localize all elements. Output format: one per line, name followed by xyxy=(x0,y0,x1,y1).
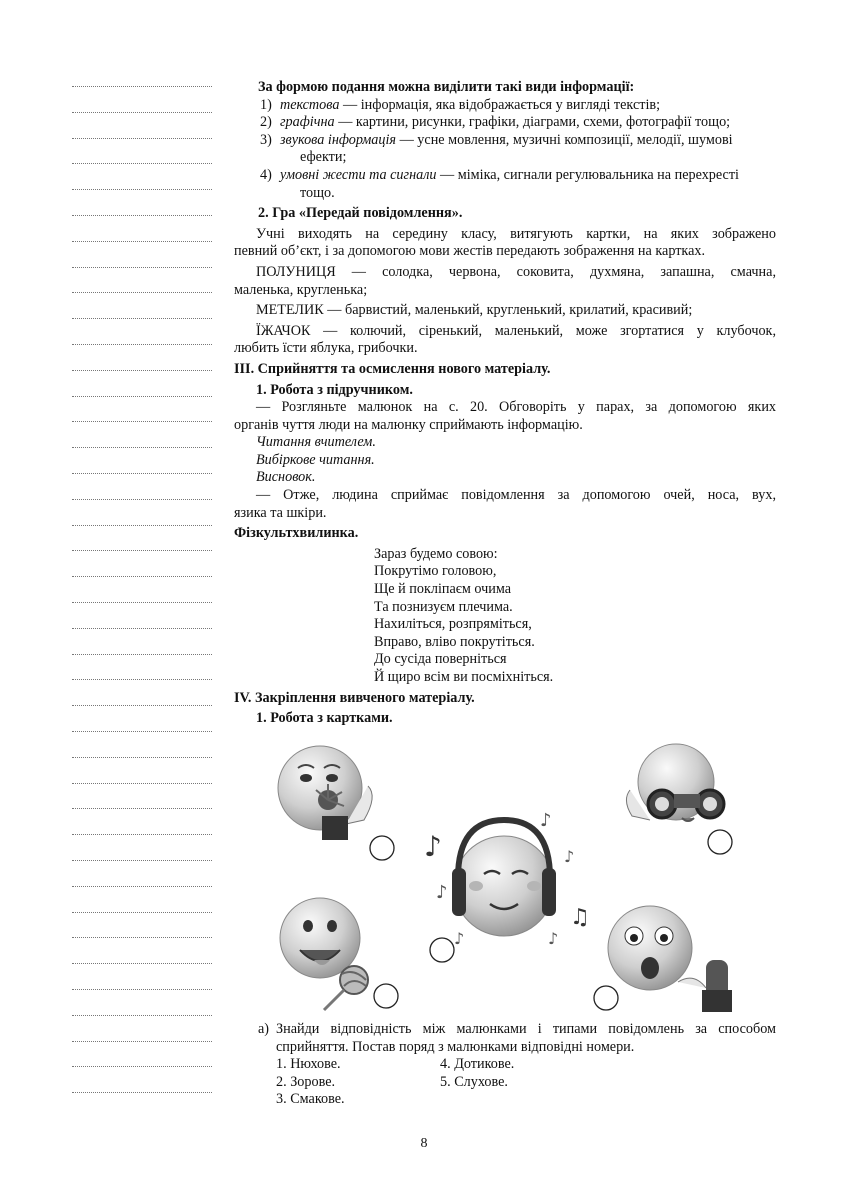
type-item-4: 4) умовні жести та сигнали — міміка, сигнали регулювальника на перехресті тощо. xyxy=(260,166,739,201)
margin-dotted-line xyxy=(72,602,212,603)
option-touch: 4. Дотикове. xyxy=(440,1056,515,1073)
margin-dotted-line xyxy=(72,808,212,809)
matching-task: а) Знайди відповідність між малюнками і типами повідомлень за способом сприйняття. Постав поряд з малюнками відповідні номери. 1. Нюхове. 4. Дотикове. 2. Зорове. 5. Слухове. 3. Смакове. xyxy=(258,1021,776,1108)
margin-dotted-line xyxy=(72,654,212,655)
margin-dotted-line xyxy=(72,215,212,216)
type-item-2: 2) графічна — картини, рисунки, графіки, діаграми, схеми, фотографії тощо; xyxy=(260,114,731,131)
margin-dotted-line xyxy=(72,834,212,835)
answer-circle[interactable] xyxy=(430,938,454,962)
margin-dotted-line xyxy=(72,112,212,113)
option-sight: 2. Зорове. xyxy=(276,1073,336,1090)
textbook-heading: 1. Робота з підручником. xyxy=(256,381,413,398)
option-hearing: 5. Слухове. xyxy=(440,1073,508,1090)
margin-dotted-line xyxy=(72,344,212,345)
svg-text:♫: ♫ xyxy=(570,905,590,930)
conclusion-label: Висновок. xyxy=(256,469,316,486)
svg-text:♪: ♪ xyxy=(436,882,448,903)
reading-teacher: Читання вчителем. xyxy=(256,434,376,451)
options-row-1 xyxy=(276,1056,776,1074)
margin-dotted-line xyxy=(72,138,212,139)
fizkult-heading: Фізкультхвилинка. xyxy=(234,525,359,542)
task-marker: а) xyxy=(258,1021,270,1037)
margin-dotted-line xyxy=(72,963,212,964)
margin-dotted-line xyxy=(72,628,212,629)
margin-dotted-line xyxy=(72,550,212,551)
options-row-2 xyxy=(276,1074,776,1092)
conclusion-text: — Отже, людина сприймає повідомлення за допомогою очей, носа, вух, xyxy=(256,487,776,504)
poem-line: Та познизуєм плечима. xyxy=(374,598,513,615)
poem-line: Вправо, вліво покрутіться. xyxy=(374,633,535,650)
type-term: текстова xyxy=(280,96,340,113)
margin-dotted-line xyxy=(72,318,212,319)
margin-dotted-line xyxy=(72,447,212,448)
cards-heading: 1. Робота з картками. xyxy=(256,710,393,727)
margin-dotted-line xyxy=(72,757,212,758)
margin-dotted-line xyxy=(72,396,212,397)
intro-heading: За формою подання можна виділити такі види інформації: xyxy=(258,79,635,95)
margin-dotted-line xyxy=(72,1015,212,1016)
section-4-heading: IV. Закріплення вивченого матеріалу. xyxy=(234,689,475,706)
poem-line: Й щиро всім ви посміхніться. xyxy=(374,669,554,685)
option-smell: 1. Нюхове. xyxy=(276,1056,341,1073)
game-paragraph-1: Учні виходять на середину класу, витягують картки, на яких зображено xyxy=(256,225,776,242)
margin-dotted-line xyxy=(72,86,212,87)
hearing-emoji-icon xyxy=(424,810,590,948)
poem-line: До сусіда поверніться xyxy=(374,651,507,668)
poem-line: Нахиліться, розпряміться, xyxy=(374,616,532,633)
svg-text:♪: ♪ xyxy=(548,929,559,948)
margin-dotted-line xyxy=(72,1041,212,1042)
margin-dotted-line xyxy=(72,163,212,164)
options-row-3 xyxy=(276,1091,776,1109)
selective-reading: Вибіркове читання. xyxy=(256,451,375,468)
answer-circle[interactable] xyxy=(370,836,394,860)
type-item-3: 3) звукова інформація — усне мовлення, музичні композиції, мелодії, шумові ефекти; xyxy=(260,131,733,166)
type-term: умовні жести та сигнали xyxy=(280,166,437,183)
task-instruction: Знайди відповідність між малюнками і типами повідомлень за способом xyxy=(276,1021,776,1037)
margin-dotted-line xyxy=(72,937,212,938)
margin-dotted-line xyxy=(72,189,212,190)
answer-circle[interactable] xyxy=(708,830,732,854)
margin-dotted-line xyxy=(72,267,212,268)
margin-dotted-line xyxy=(72,241,212,242)
option-taste: 3. Смакове. xyxy=(276,1091,345,1108)
poem-line: Зараз будемо совою: xyxy=(374,545,498,562)
svg-text:♪: ♪ xyxy=(540,810,552,831)
section-3-heading: ІІІ. Сприйняття та осмислення нового матеріалу. xyxy=(234,360,551,377)
margin-dotted-line xyxy=(72,989,212,990)
margin-dotted-line xyxy=(72,886,212,887)
game-paragraph-3: МЕТЕЛИК — барвистий, маленький, кругленький, крилатий, красивий; xyxy=(256,302,693,319)
taste-emoji-icon xyxy=(280,898,368,1010)
game-paragraph-2: ПОЛУНИЦЯ — солодка, червона, соковита, духмяна, запашна, смачна, xyxy=(256,263,776,280)
touch-emoji-icon xyxy=(608,906,732,1012)
svg-text:♪: ♪ xyxy=(424,830,442,863)
margin-dotted-line xyxy=(72,1066,212,1067)
senses-emoji-illustration xyxy=(258,738,778,1028)
margin-dotted-line xyxy=(72,525,212,526)
margin-dotted-line xyxy=(72,705,212,706)
margin-dotted-line xyxy=(72,860,212,861)
type-term: графічна xyxy=(280,114,335,131)
game-paragraph-4: ЇЖАЧОК — колючий, сіренький, маленький, може згортатися у клубочок, xyxy=(256,322,776,339)
svg-text:♪: ♪ xyxy=(564,847,575,866)
type-item-1: 1) текстова — інформація, яка відображається у вигляді текстів; xyxy=(260,96,661,113)
smell-emoji-icon xyxy=(278,746,372,840)
svg-text:♪: ♪ xyxy=(454,929,465,948)
type-term: звукова інформація xyxy=(280,131,397,148)
textbook-instruction: — Розгляньте малюнок на с. 20. Обговоріть у парах, за допомогою яких xyxy=(256,399,776,416)
margin-dotted-line xyxy=(72,292,212,293)
answer-circle[interactable] xyxy=(594,986,618,1010)
margin-dotted-line xyxy=(72,1092,212,1093)
answer-circle[interactable] xyxy=(374,984,398,1008)
poem xyxy=(234,546,776,687)
poem-line: Ще й покліпаєм очима xyxy=(374,581,512,598)
margin-dotted-line xyxy=(72,421,212,422)
margin-dotted-line xyxy=(72,679,212,680)
page-number: 8 xyxy=(420,1136,428,1151)
game-heading: 2. Гра «Передай повідомлення». xyxy=(258,205,463,222)
margin-dotted-line xyxy=(72,499,212,500)
margin-dotted-line xyxy=(72,731,212,732)
margin-dotted-line xyxy=(72,473,212,474)
sight-emoji-icon xyxy=(626,744,724,821)
margin-dotted-line xyxy=(72,912,212,913)
margin-dotted-line xyxy=(72,783,212,784)
margin-dotted-line xyxy=(72,576,212,577)
lesson-content: За формою подання можна виділити такі види інформації: 1) текстова — інформація, яка відображається у вигляді текстів; 2) графічна — картини, рисунки, графіки, діаграми, схеми, фотографії тощо; 3) звукова інформація — усне мовлення, музичні композиції, мелодії, шумові ефекти; 4) умовні жести та сигнали — міміка, сигнали регулювальника на перехресті тощо. 2. Гра «Передай повідомлення». Учні виходять на середину класу, витягують картки, на яких зображено певний об’єкт, і за допомогою мови жестів передають зображення на картках. ПОЛУНИЦЯ — солодка, червона, соковита, духмяна, запашна, смачна, маленька, кругленька; МЕТЕЛИК — барвистий, маленький, кругленький, крилатий, красивий; ЇЖАЧОК — колючий, сіренький, маленький, може згортатися у клубочок, любить їсти яблука, грибочки. ІІІ. Сприйняття та осмислення нового матеріалу. 1. Робота з підручником. — Розгляньте малюнок на с. 20. Обговоріть у парах, за допомогою яких органів чуття люди на малюнку сприймають інформацію. Читання вчителем. Вибіркове читання. Висновок. — Отже, людина сприймає повідомлення за допомогою очей, носа, вух, язика та шкіри. Фізкультхвилинка. Зараз будемо совою: Покрутімо головою, Ще й покліпаєм очима Та познизуєм плечима. Нахиліться, розпряміться, Вправо, вліво покрутіться. До сусіда поверніться Й щиро всім ви посміхніться. IV. Закріплення вивченого матеріалу. 1. Робота з картками. xyxy=(234,79,776,727)
poem-line: Покрутімо головою, xyxy=(374,563,497,580)
margin-dotted-line xyxy=(72,370,212,371)
